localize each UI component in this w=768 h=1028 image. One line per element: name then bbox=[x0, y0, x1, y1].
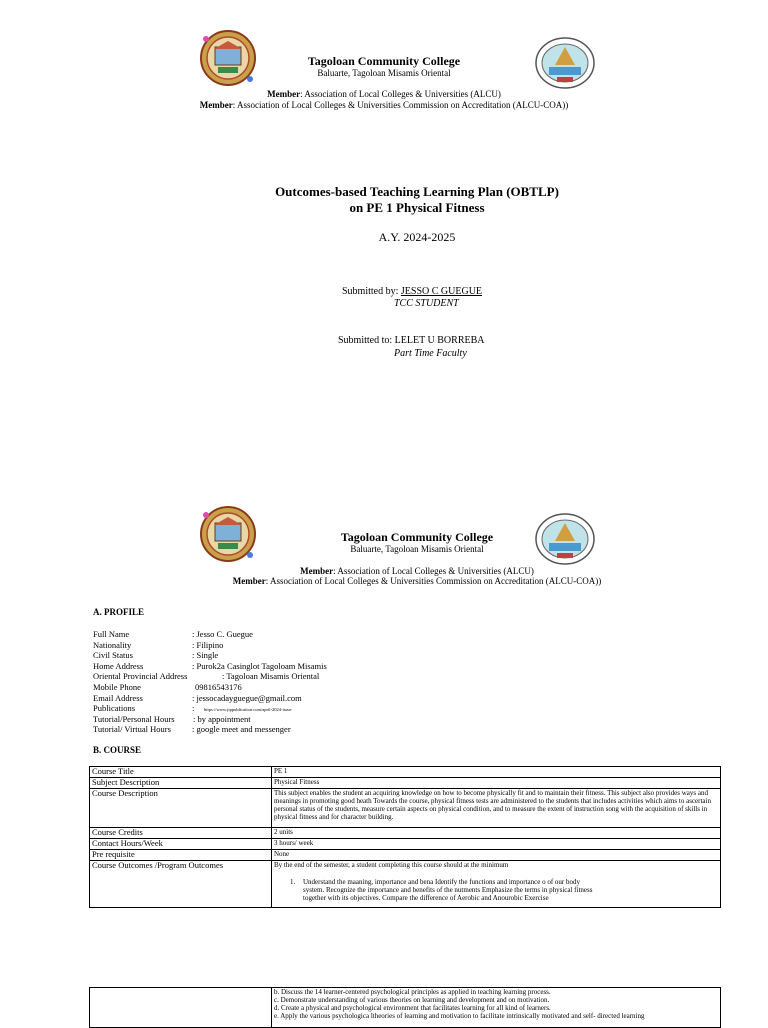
table-row bbox=[90, 767, 721, 778]
member-alcu: : Association of Local Colleges & Universities (ALCU) bbox=[300, 89, 501, 99]
table-row bbox=[90, 850, 721, 861]
submitted-to bbox=[338, 335, 485, 346]
profile-value: : Tagoloan Misamis Oriental bbox=[222, 671, 320, 682]
empty-label-cell bbox=[90, 988, 272, 1028]
submitted-to-label: Submitted to: bbox=[338, 335, 395, 346]
profile-value: : by appointment bbox=[193, 713, 251, 724]
profile-row-full-name bbox=[93, 629, 393, 640]
outcome-line: c. Demonstrate understanding of various theories on learning and development and on motivation. bbox=[274, 996, 550, 1004]
outcome-line: b. Discuss the 14 learner-centered psychological principles as applied in teaching learning process. bbox=[274, 988, 551, 996]
course-label: Course Description bbox=[90, 789, 272, 828]
profile-value: : Filipino bbox=[192, 639, 224, 650]
document-title bbox=[0, 184, 768, 216]
college-name: Tagoloan Community College bbox=[340, 530, 494, 544]
member-label: Member bbox=[232, 576, 266, 586]
course-outcomes-cell bbox=[272, 861, 721, 908]
course-value: None bbox=[272, 850, 721, 861]
submitted-by-label: Submitted by: bbox=[342, 286, 401, 297]
course-label: Course Outcomes /Program Outcomes bbox=[90, 861, 272, 908]
course-value: Physical Fitness bbox=[272, 778, 721, 789]
profile-label: Home Address bbox=[93, 660, 144, 671]
outcome-line: d. Create a physical and psychological environment that facilitates learning for all kind of learners. bbox=[274, 1004, 551, 1012]
membership-line-2 bbox=[0, 100, 768, 110]
profile-label: Tutorial/ Virtual Hours bbox=[93, 724, 171, 735]
title-line-1: Outcomes-based Teaching Learning Plan (OBTLP) bbox=[275, 184, 559, 199]
profile-row-provincial-address bbox=[93, 671, 393, 682]
profile-value: : Jesso C. Guegue bbox=[192, 629, 253, 639]
course-label: Pre requisite bbox=[90, 850, 272, 861]
profile-label: Tutorial/Personal Hours bbox=[93, 713, 175, 724]
profile-value: 09816543176 bbox=[195, 681, 242, 692]
outcome-line: together with its objectives. Compare the difference of Aerobic and Anourobic Exercise bbox=[303, 894, 549, 902]
profile-heading: A. PROFILE bbox=[93, 607, 145, 617]
academic-year: A.Y. 2024-2025 bbox=[378, 230, 456, 244]
profile-row-email bbox=[93, 693, 393, 704]
membership-line-2 bbox=[0, 576, 768, 586]
profile-label: Publications bbox=[93, 703, 136, 714]
submitted-by-role: TCC STUDENT bbox=[394, 298, 459, 309]
profile-label: Nationality bbox=[93, 639, 132, 650]
profile-row-tutorial-personal bbox=[93, 714, 393, 725]
course-table bbox=[89, 766, 721, 908]
continued-outcomes-table bbox=[89, 987, 721, 1028]
course-label: Contact Hours/Week bbox=[90, 839, 272, 850]
profile-row-civil-status bbox=[93, 650, 393, 661]
profile-row-home-address bbox=[93, 661, 393, 672]
profile-value: : google meet and messenger bbox=[192, 724, 291, 735]
submitted-by bbox=[342, 286, 482, 297]
college-address: Baluarte, Tagoloan Misamis Oriental bbox=[350, 544, 484, 554]
profile-value: : Purok2a Casinglot Tagoloam Misamis bbox=[192, 660, 327, 671]
profile-label: Oriental Provincial Address bbox=[93, 671, 188, 682]
submitted-to-name: LELET U BORREBA bbox=[394, 335, 485, 346]
course-label: Course Title bbox=[90, 767, 272, 778]
profile-value: : Single bbox=[192, 650, 219, 661]
continued-outcomes-cell bbox=[272, 988, 721, 1028]
course-label: Course Credits bbox=[90, 828, 272, 839]
title-line-2: on PE 1 Physical Fitness bbox=[349, 200, 485, 215]
outcome-item-1 bbox=[274, 878, 718, 886]
table-row bbox=[90, 828, 721, 839]
outcome-line: e. Apply the various psychologica ltheories of learning and motivation to facilitate intrinsically motivated and self- directed learning bbox=[274, 1012, 645, 1020]
member-alcu-coa: : Association of Local Colleges & Universities Commission on Accreditation (ALCU-COA)) bbox=[265, 576, 602, 586]
submitted-by-name: JESSO C GUEGUE bbox=[400, 286, 483, 297]
table-row bbox=[90, 988, 721, 1028]
profile-label: Email Address bbox=[93, 692, 143, 703]
outcome-line: system. Recognize the importance and benefits of the nutments Emphasize the terms in physical fitness bbox=[303, 886, 593, 894]
publication-link[interactable]: https://www.jippublication.com/april-2024-issue bbox=[204, 707, 292, 713]
profile-list bbox=[93, 629, 393, 735]
membership-line-1 bbox=[0, 566, 768, 576]
course-value: PE 1 bbox=[272, 767, 721, 778]
profile-label: Civil Status bbox=[93, 650, 133, 661]
member-alcu: : Association of Local Colleges & Universities (ALCU) bbox=[333, 566, 534, 576]
course-value: 3 hours/ week bbox=[272, 839, 721, 850]
member-label: Member bbox=[267, 89, 301, 99]
college-name: Tagoloan Community College bbox=[307, 54, 461, 68]
membership-line-1 bbox=[0, 89, 768, 99]
profile-row-mobile-phone bbox=[93, 682, 393, 693]
course-label: Subject Description bbox=[90, 778, 272, 789]
table-row bbox=[90, 789, 721, 828]
course-value: 2 units bbox=[272, 828, 721, 839]
course-value: By the end of the semester, a student completing this course should at the minimum bbox=[274, 861, 509, 869]
profile-value: : jessocadayguegue@gmail.com bbox=[192, 692, 302, 703]
course-value: This subject enables the student an acquiring knowledge on how to become physically fit and to maintain their fitness. This subject also provides ways and meanings in promoting good heath Towards the course, physical fitness tests are administered to the students that includes activities which aims to ascertain personal status of the students, measure certain aspects on physical condition, and to measure the extent of instruction song with the acquisition of skills in physical fitness and for character building. bbox=[272, 789, 721, 828]
profile-label: Mobile Phone bbox=[93, 681, 141, 692]
submitted-to-role: Part Time Faculty bbox=[394, 348, 467, 359]
profile-row-publications bbox=[93, 703, 393, 714]
member-label: Member bbox=[300, 566, 334, 576]
profile-row-nationality bbox=[93, 640, 393, 651]
profile-label: Full Name bbox=[93, 629, 130, 639]
member-label: Member bbox=[199, 100, 233, 110]
member-alcu-coa: : Association of Local Colleges & Universities Commission on Accreditation (ALCU-COA)) bbox=[232, 100, 569, 110]
table-row bbox=[90, 778, 721, 789]
outcome-line: Understand the maaning, importance and bena Identify the functions and importance o of our body bbox=[303, 878, 580, 886]
profile-row-tutorial-virtual bbox=[93, 724, 393, 735]
table-row bbox=[90, 839, 721, 850]
college-address: Baluarte, Tagoloan Misamis Oriental bbox=[317, 68, 451, 78]
table-row bbox=[90, 861, 721, 908]
profile-value: : bbox=[192, 703, 195, 714]
course-heading: B. COURSE bbox=[93, 745, 142, 755]
outcome-number: 1. bbox=[290, 878, 296, 886]
